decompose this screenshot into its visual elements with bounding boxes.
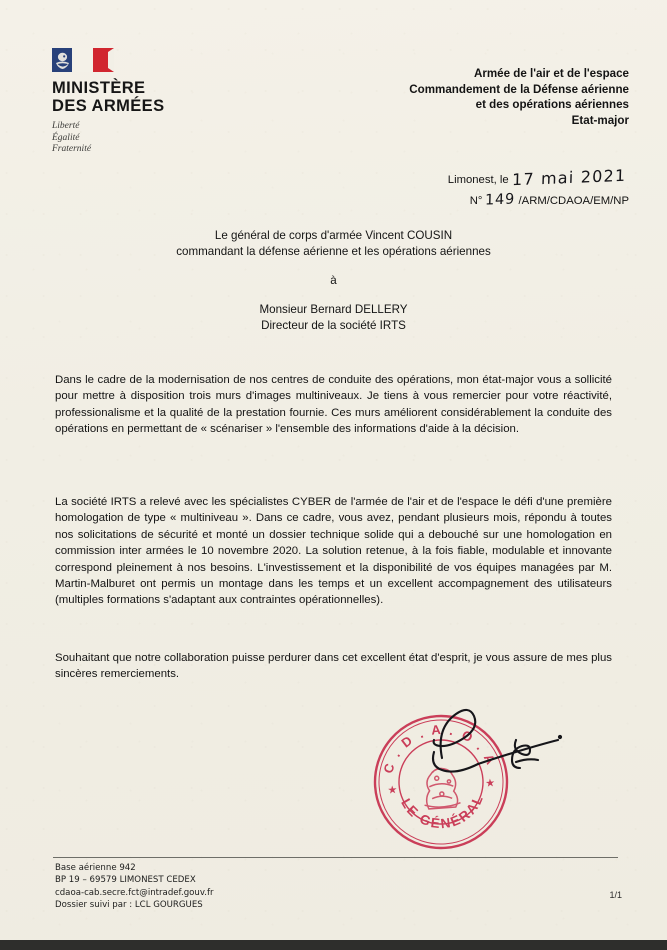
sender-line-2: commandant la défense aérienne et les opérations aériennes	[176, 245, 491, 258]
signature-dot	[558, 735, 562, 739]
footer-line-1: Base aérienne 942	[55, 863, 136, 873]
recipient-line-2: Directeur de la société IRTS	[261, 319, 406, 332]
stamp-star-right: ★	[484, 777, 496, 790]
stamp-bottom-text: LE GÉNÉRAL	[398, 791, 487, 832]
handwritten-reference-number: 149	[485, 191, 516, 209]
footer-line-4: Dossier suivi par : LCL GOURGUES	[55, 900, 203, 911]
republic-motto	[52, 121, 232, 156]
dateline-block	[447, 165, 629, 211]
motto-egalite: Égalité	[52, 132, 80, 143]
addressee-connector: à	[330, 274, 337, 287]
unit-line-3: et des opérations aériennes	[475, 98, 629, 111]
addressee-spacer-2	[0, 289, 667, 302]
handwritten-signature	[420, 700, 600, 810]
handwritten-date: 17 mai 2021	[511, 165, 627, 190]
footer-divider	[53, 857, 618, 858]
page-number: 1/1	[609, 890, 622, 900]
ministry-line-2: DES ARMÉES	[52, 97, 165, 115]
addressee-block	[0, 228, 667, 334]
ministry-header-block	[52, 48, 232, 156]
motto-fraternite: Fraternité	[52, 144, 92, 154]
reference-suffix: /ARM/CDAOA/EM/NP	[518, 195, 629, 207]
unit-line-4: Etat-major	[571, 113, 629, 127]
viewer-bottom-bar	[0, 940, 667, 950]
body-paragraph-1: Dans le cadre de la modernisation de nos centres de conduite des opérations, mon état-major vous a sollicité pour mettre à disposition trois murs d'images multiniveaux. Je tiens à vous remercier pour votre réactivité, professionalisme et la qualité de la prestation fournie. Ces murs améliorent considérablement la conduite des opérations en permettant de « scénariser » l'ensemble des informations d'aide à la décision.	[55, 374, 612, 436]
date-place-prefix: Limonest, le	[447, 174, 509, 186]
footer-email: cdaoa-cab.secre.fct@intradef.gouv.fr	[55, 887, 214, 898]
reference-line	[448, 190, 629, 211]
unit-line-1: Armée de l'air et de l'espace	[473, 67, 629, 80]
addressee-spacer	[0, 260, 667, 273]
date-line	[447, 165, 629, 190]
reference-prefix: N°	[469, 195, 483, 207]
french-republic-flag-logo	[52, 48, 114, 72]
footer-block	[55, 862, 214, 912]
issuing-unit-block	[409, 66, 629, 128]
body-paragraph-3: Souhaitant que notre collaboration puisse perdurer dans cet excellent état d'esprit, je vous assure de mes plus sincères remerciements.	[55, 652, 612, 681]
ministry-name	[52, 79, 232, 115]
unit-line-2: Commandement de la Défense aérienne	[409, 82, 629, 96]
sender-line-1: Le général de corps d'armée Vincent COUSIN	[214, 229, 453, 242]
body-paragraph-2: La société IRTS a relevé avec les spécialistes CYBER de l'armée de l'air et de l'espace le défi d'une première homologation de type « multiniveau ». Dans ce cadre, vous avez, pendant plusieurs mois, répondu à toutes nos solicitations de sécurité et monté un dossier technique solide qui a debouché sur une homologation en commission inter armées le 10 novembre 2020. La solution retenue, à la fois fiable, modulable et innovante correspond pleinement à nos besoins. L'investissement et la disponibilité de vos équipes managées par M. Martin-Malburet ont permis un montage dans les temps et un excellent accompagnement des utilisateurs (multiples formations s'adaptant aux contraintes opérationnelles).	[55, 496, 612, 607]
motto-liberte: Liberté	[52, 121, 80, 131]
ministry-line-1: MINISTÈRE	[52, 79, 146, 97]
recipient-line-1: Monsieur Bernard DELLERY	[259, 303, 408, 316]
stamp-top-text: C . D . A . O . A	[380, 721, 500, 776]
stamp-star-left: ★	[387, 784, 398, 797]
footer-line-2: BP 19 – 69579 LIMONEST CEDEX	[55, 875, 196, 886]
